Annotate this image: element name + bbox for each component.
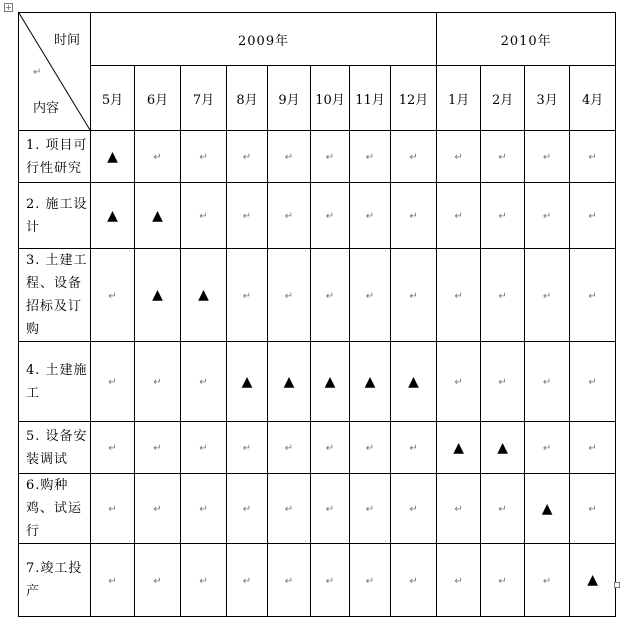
schedule-cell: [311, 422, 350, 474]
schedule-cell: [227, 422, 268, 474]
paragraph-mark-icon: ↵: [365, 152, 375, 163]
paragraph-mark-icon: ↵: [498, 504, 507, 515]
schedule-cell: [135, 183, 181, 249]
paragraph-mark-icon: ↵: [409, 211, 418, 222]
schedule-cell: [268, 131, 311, 183]
schedule-cell: [437, 183, 481, 249]
month-header-4: 9月: [268, 66, 311, 131]
paragraph-mark-icon: ↵: [199, 443, 208, 454]
schedule-table: [18, 12, 616, 617]
schedule-cell: [437, 249, 481, 342]
schedule-cell: [91, 183, 135, 249]
paragraph-mark-icon: ↵: [108, 575, 117, 587]
schedule-cell: [135, 474, 181, 544]
schedule-cell: [268, 544, 311, 617]
schedule-cell: [525, 131, 570, 183]
paragraph-mark-icon: ↵: [454, 290, 463, 302]
schedule-cell: [481, 342, 525, 422]
task-label: 6.购种鸡、试运行: [19, 474, 91, 544]
month-header-10: 3月: [525, 66, 570, 131]
triangle-marker-icon: ▲: [497, 439, 508, 456]
schedule-cell: [350, 544, 391, 617]
paragraph-mark-icon: ↵: [284, 443, 294, 454]
schedule-cell: [570, 183, 616, 249]
paragraph-mark-icon: ↵: [242, 443, 252, 454]
schedule-cell: [181, 249, 227, 342]
schedule-cell: [525, 183, 570, 249]
paragraph-mark-icon: ↵: [153, 152, 162, 163]
schedule-cell: [135, 544, 181, 617]
paragraph-mark-icon: ↵: [588, 377, 597, 388]
paragraph-mark-icon: ↵: [108, 504, 117, 515]
paragraph-mark-icon: ↵: [284, 575, 294, 587]
schedule-cell: [135, 342, 181, 422]
paragraph-mark-icon: ↵: [325, 443, 335, 454]
table-resize-handle-icon[interactable]: [614, 582, 620, 588]
month-header-9: 2月: [481, 66, 525, 131]
triangle-marker-icon: ▲: [541, 500, 553, 517]
schedule-cell: [570, 422, 616, 474]
schedule-cell: [181, 474, 227, 544]
schedule-cell: [350, 249, 391, 342]
paragraph-mark-icon: ↵: [284, 211, 294, 222]
paragraph-mark-icon: ↵: [588, 504, 597, 515]
triangle-marker-icon: ▲: [198, 287, 209, 303]
paragraph-mark-icon: ↵: [409, 504, 418, 515]
schedule-cell: [437, 422, 481, 474]
paragraph-mark-icon: ↵: [409, 575, 418, 587]
schedule-cell: [437, 131, 481, 183]
table-row: [19, 183, 616, 249]
table-row: [19, 342, 616, 422]
paragraph-mark-icon: ↵: [199, 152, 208, 163]
schedule-cell: [181, 183, 227, 249]
paragraph-mark-icon: ↵: [454, 211, 463, 222]
schedule-cell: [135, 131, 181, 183]
paragraph-mark-icon: ↵: [153, 575, 162, 587]
triangle-marker-icon: ▲: [587, 572, 598, 588]
schedule-cell: [227, 544, 268, 617]
month-header-11: 4月: [570, 66, 616, 131]
table-row: [19, 422, 616, 474]
paragraph-mark-icon: ↵: [284, 290, 294, 302]
schedule-cell: [311, 544, 350, 617]
paragraph-mark-icon: ↵: [498, 575, 507, 587]
task-label: 5. 设备安装调试: [19, 422, 91, 474]
schedule-cell: [481, 474, 525, 544]
triangle-marker-icon: ▲: [241, 373, 253, 390]
paragraph-mark-icon: ↵: [588, 152, 597, 163]
month-header-0: 5月: [91, 66, 135, 131]
table-row: [19, 474, 616, 544]
schedule-cell: [391, 342, 437, 422]
task-label: 2. 施工设计: [19, 183, 91, 249]
schedule-cell: [350, 342, 391, 422]
paragraph-mark-icon: ↵: [325, 211, 335, 222]
paragraph-mark-icon: ↵: [284, 504, 294, 515]
schedule-cell: [525, 422, 570, 474]
paragraph-mark-icon: ↵: [199, 575, 208, 587]
schedule-cell: [311, 342, 350, 422]
paragraph-mark-icon: ↵: [498, 152, 507, 163]
schedule-cell: [391, 474, 437, 544]
triangle-marker-icon: ▲: [408, 373, 419, 390]
schedule-cell: [391, 183, 437, 249]
schedule-cell: [311, 474, 350, 544]
schedule-cell: [91, 342, 135, 422]
paragraph-mark-icon: ↵: [199, 211, 208, 222]
schedule-cell: [350, 183, 391, 249]
paragraph-mark-icon: ↵: [325, 290, 335, 302]
schedule-cell: [481, 422, 525, 474]
table-row: [19, 249, 616, 342]
paragraph-mark-icon: ↵: [542, 377, 552, 388]
paragraph-mark-icon: ↵: [108, 290, 117, 302]
paragraph-mark-icon: ↵: [588, 211, 597, 222]
paragraph-mark-icon: ↵: [588, 443, 597, 454]
paragraph-mark-icon: ↵: [108, 443, 117, 454]
year-header-1: 2010年: [437, 13, 616, 66]
schedule-cell: [570, 474, 616, 544]
paragraph-mark-icon: ↵: [454, 377, 463, 388]
paragraph-mark-icon: ↵: [284, 152, 294, 163]
paragraph-mark-icon: ↵: [33, 67, 42, 78]
paragraph-mark-icon: ↵: [365, 504, 375, 515]
schedule-cell: [268, 422, 311, 474]
schedule-cell: [181, 131, 227, 183]
schedule-cell: [91, 422, 135, 474]
paragraph-mark-icon: ↵: [542, 443, 552, 454]
month-header-7: 12月: [391, 66, 437, 131]
paragraph-mark-icon: ↵: [242, 575, 252, 587]
schedule-cell: [181, 544, 227, 617]
triangle-marker-icon: ▲: [107, 148, 118, 165]
schedule-cell: [181, 342, 227, 422]
schedule-cell: [181, 422, 227, 474]
paragraph-mark-icon: ↵: [365, 575, 375, 587]
paragraph-mark-icon: ↵: [325, 575, 335, 587]
schedule-cell: [391, 544, 437, 617]
schedule-cell: [570, 544, 616, 617]
paragraph-mark-icon: ↵: [454, 575, 463, 587]
table-row: [19, 544, 616, 617]
schedule-cell: [481, 183, 525, 249]
paragraph-mark-icon: ↵: [108, 377, 117, 388]
month-header-3: 8月: [227, 66, 268, 131]
month-header-1: 6月: [135, 66, 181, 131]
schedule-cell: [227, 474, 268, 544]
paragraph-mark-icon: ↵: [242, 152, 252, 163]
paragraph-mark-icon: ↵: [542, 211, 552, 222]
schedule-cell: [525, 544, 570, 617]
paragraph-mark-icon: ↵: [199, 504, 208, 515]
corner-label-content: 内容: [33, 101, 60, 116]
schedule-cell: [91, 131, 135, 183]
schedule-cell: [437, 342, 481, 422]
task-label: 3. 土建工程、设备招标及订购: [19, 249, 91, 342]
month-header-5: 10月: [311, 66, 350, 131]
schedule-cell: [268, 474, 311, 544]
month-header-6: 11月: [350, 66, 391, 131]
month-header-8: 1月: [437, 66, 481, 131]
schedule-cell: [391, 249, 437, 342]
triangle-marker-icon: ▲: [364, 373, 376, 390]
triangle-marker-icon: ▲: [283, 373, 295, 390]
schedule-cell: [227, 131, 268, 183]
schedule-cell: [227, 249, 268, 342]
schedule-cell: [135, 249, 181, 342]
paragraph-mark-icon: ↵: [325, 504, 335, 515]
paragraph-mark-icon: ↵: [409, 290, 418, 302]
schedule-cell: [570, 131, 616, 183]
schedule-cell: [391, 422, 437, 474]
schedule-cell: [91, 544, 135, 617]
triangle-marker-icon: ▲: [324, 373, 336, 390]
schedule-cell: [227, 183, 268, 249]
schedule-cell: [570, 342, 616, 422]
schedule-cell: [525, 342, 570, 422]
schedule-cell: [91, 474, 135, 544]
schedule-cell: [481, 131, 525, 183]
triangle-marker-icon: ▲: [152, 207, 163, 224]
task-label: 7.竣工投产: [19, 544, 91, 617]
paragraph-mark-icon: ↵: [409, 443, 418, 454]
month-header-2: 7月: [181, 66, 227, 131]
schedule-cell: [350, 474, 391, 544]
schedule-cell: [227, 342, 268, 422]
schedule-cell: [268, 183, 311, 249]
paragraph-mark-icon: ↵: [542, 575, 552, 587]
paragraph-mark-icon: ↵: [365, 211, 375, 222]
paragraph-mark-icon: ↵: [153, 443, 162, 454]
year-header-0: 2009年: [91, 13, 437, 66]
paragraph-mark-icon: ↵: [409, 152, 418, 163]
schedule-cell: [268, 342, 311, 422]
schedule-cell: [391, 131, 437, 183]
schedule-cell: [570, 249, 616, 342]
schedule-cell: [437, 474, 481, 544]
paragraph-mark-icon: ↵: [588, 290, 597, 302]
schedule-cell: [481, 544, 525, 617]
paragraph-mark-icon: ↵: [542, 290, 552, 302]
paragraph-mark-icon: ↵: [454, 504, 463, 515]
schedule-cell: [350, 422, 391, 474]
triangle-marker-icon: ▲: [453, 439, 464, 456]
header-corner-cell: [19, 13, 91, 131]
paragraph-mark-icon: ↵: [542, 152, 552, 163]
paragraph-mark-icon: ↵: [242, 504, 252, 515]
schedule-cell: [525, 249, 570, 342]
schedule-cell: [311, 183, 350, 249]
paragraph-mark-icon: ↵: [242, 211, 252, 222]
paragraph-mark-icon: ↵: [365, 443, 375, 454]
schedule-cell: [135, 422, 181, 474]
schedule-cell: [268, 249, 311, 342]
table-move-handle-icon[interactable]: +: [5, 3, 12, 12]
triangle-marker-icon: ▲: [152, 287, 163, 303]
triangle-marker-icon: ▲: [107, 207, 118, 224]
table-row: [19, 131, 616, 183]
paragraph-mark-icon: ↵: [153, 377, 162, 388]
paragraph-mark-icon: ↵: [454, 152, 463, 163]
paragraph-mark-icon: ↵: [365, 290, 375, 302]
paragraph-mark-icon: ↵: [153, 504, 162, 515]
paragraph-mark-icon: ↵: [498, 290, 507, 302]
task-label: 4. 土建施工: [19, 342, 91, 422]
schedule-cell: [481, 249, 525, 342]
paragraph-mark-icon: ↵: [199, 377, 208, 388]
schedule-cell: [350, 131, 391, 183]
paragraph-mark-icon: ↵: [325, 152, 335, 163]
schedule-cell: [437, 544, 481, 617]
task-label: 1. 项目可行性研究: [19, 131, 91, 183]
schedule-cell: [91, 249, 135, 342]
schedule-cell: [525, 474, 570, 544]
paragraph-mark-icon: ↵: [498, 377, 507, 388]
paragraph-mark-icon: ↵: [242, 290, 252, 302]
corner-label-time: 时间: [53, 33, 80, 48]
schedule-cell: [311, 131, 350, 183]
schedule-cell: [311, 249, 350, 342]
paragraph-mark-icon: ↵: [498, 211, 507, 222]
